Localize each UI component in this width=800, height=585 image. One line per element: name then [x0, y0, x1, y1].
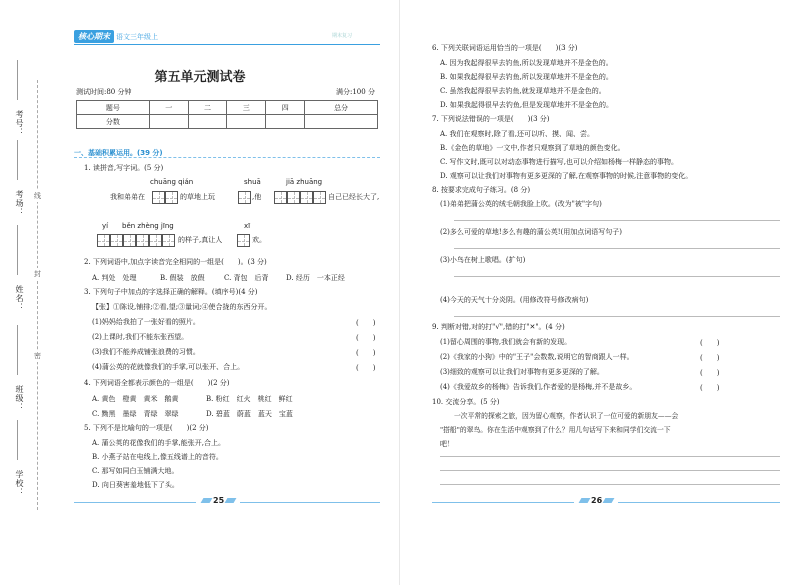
q10-stem: 10. 交流分享。(5 分) [432, 398, 500, 406]
q7-option[interactable]: D. 观察可以让我们对事物有更多更深的了解,在观察事物的时候,注意事物的变化。 [440, 172, 693, 180]
q9-item: (4)《我爱故乡的杨梅》告诉我们,作者爱的是杨梅,并不是故乡。 [440, 383, 637, 391]
writing-box[interactable] [237, 234, 250, 247]
q9-item: (2)《我家的小狗》中的"王子"会数数,说明它的智商跟人一样。 [440, 353, 634, 361]
q3-item: (4)蒲公英的花就像我们的手掌,可以张开、合上。 [92, 363, 245, 371]
score-table-header-cell: 二 [188, 101, 227, 115]
brand-logo: 核心期末 [74, 30, 114, 43]
q4-option[interactable]: C. 黝黑 墨绿 青绿 翠绿 [92, 410, 179, 418]
score-cell[interactable] [227, 115, 266, 129]
brand [74, 30, 158, 44]
q1-text-1: 我和弟弟在 [110, 193, 145, 201]
writing-box[interactable] [123, 234, 136, 247]
writing-box[interactable] [238, 191, 251, 204]
score-table-header-cell: 题号 [77, 101, 150, 115]
q4-option[interactable]: B. 粉红 红火 桃红 鲜红 [206, 395, 293, 403]
q5-stem: 5. 下列不是比喻句的一项是( )(2 分) [84, 424, 209, 432]
footer-rule [432, 502, 574, 503]
cut-char-mi: 密 [34, 352, 41, 360]
section-divider [74, 157, 380, 158]
writing-box[interactable] [165, 191, 178, 204]
q10-prompt-line: 一次平常的探索之旅，因为留心观察，作者认识了一位可爱的新朋友——会 [454, 412, 679, 420]
writing-box[interactable] [110, 234, 123, 247]
q1-text-4: 自己已经长大了, [328, 193, 380, 201]
answer-paren[interactable]: ( ) [356, 319, 376, 327]
q9-item: (1)留心周围的事物,我们就会有新的发现。 [440, 338, 572, 346]
writing-box[interactable] [287, 191, 300, 204]
writing-box[interactable] [313, 191, 326, 204]
answer-line[interactable] [440, 470, 780, 471]
answer-line[interactable] [440, 456, 780, 457]
answer-paren[interactable]: ( ) [700, 369, 720, 377]
score-table-header-cell: 三 [227, 101, 266, 115]
q1-pinyin: běn zhèng jīng [122, 222, 174, 230]
score-cell[interactable] [266, 115, 305, 129]
student-name-label: 姓名： [15, 285, 24, 312]
q9-item: (3)细致的观察可以让我们对事物有更多更深的了解。 [440, 368, 604, 376]
page-number-left [200, 496, 237, 505]
q2-option[interactable]: D. 经历 一本正经 [286, 274, 345, 282]
q6-option[interactable]: D. 如果我起得很早去钓鱼,但是发现草地并不是金色的。 [440, 101, 614, 109]
exam-full-score: 满分:100 分 [336, 88, 375, 96]
cut-line [37, 80, 38, 510]
score-table-header-cell: 四 [266, 101, 305, 115]
q3-definition: 【张】①陈设,铺排;②看,望;③量词;④使合拢的东西分开。 [92, 303, 272, 311]
q6-stem: 6. 下列关联词语运用恰当的一项是( )(3 分) [432, 44, 578, 52]
score-table-header-row [77, 101, 378, 115]
q7-option[interactable]: C. 写作文时,既可以对动态事物进行描写,也可以介绍如杨梅一样静态的事物。 [440, 158, 679, 166]
header-rule [74, 44, 380, 45]
header-tag: 期末复习 [332, 33, 353, 39]
answer-line[interactable] [454, 248, 780, 249]
school-label: 学校： [15, 470, 24, 497]
q7-option[interactable]: A. 我们在观察时,除了看,还可以听、摸、闻、尝。 [440, 130, 594, 138]
answer-line[interactable] [454, 276, 780, 277]
answer-paren[interactable]: ( ) [700, 384, 720, 392]
q3-item: (3)我们不能养成铺张浪费的习惯。 [92, 348, 200, 356]
score-cell[interactable] [149, 115, 188, 129]
answer-line[interactable] [454, 220, 780, 221]
brand-grade: 语文三年级上 [116, 33, 158, 41]
score-table-row-label: 分数 [77, 115, 150, 129]
score-cell[interactable] [305, 115, 378, 129]
footer-rule [74, 502, 196, 503]
seat-no-label: 考场： [15, 190, 24, 217]
q5-option[interactable]: C. 那写如同白玉铺满大地。 [92, 467, 179, 475]
answer-line[interactable] [454, 316, 780, 317]
exam-no-label: 考号： [15, 110, 24, 137]
q6-option[interactable]: C. 虽然我起得很早去钓鱼,就发现草地并不是金色的。 [440, 87, 606, 95]
score-table-score-row [77, 115, 378, 129]
answer-paren[interactable]: ( ) [356, 334, 376, 342]
q1-pinyin: xī [244, 222, 251, 230]
q7-stem: 7. 下列说法错误的一项是( )(3 分) [432, 115, 550, 123]
q8-item: (1)弟弟把蒲公英的绒毛朝我脸上吹。(改为"被"字句) [440, 200, 602, 208]
cut-char-feng: 封 [34, 270, 41, 278]
q1-pinyin: chuāng qián [150, 178, 194, 186]
q3-stem: 3. 下列句子中加点的字选择正确的解释。(填序号)(4 分) [84, 288, 258, 296]
q3-item: (2)上课时,我们不能东张西望。 [92, 333, 189, 341]
q7-option[interactable]: B.《金色的草地》一文中,作者只观察到了草地的颜色变化。 [440, 144, 625, 152]
score-table [76, 100, 378, 129]
q4-option[interactable]: D. 碧蓝 蔚蓝 蓝天 宝蓝 [206, 410, 293, 418]
q5-option[interactable]: B. 小燕子站在电线上,像五线谱上的音符。 [92, 453, 223, 461]
right-page [400, 0, 800, 585]
q8-item: (2)多么可爱的草地!多么有趣的蒲公英!(用加点词语写句子) [440, 228, 623, 236]
section-heading: 一、基础积累运用。(39 分) [74, 149, 163, 157]
q3-item: (1)妈妈给我拍了一张好看的照片。 [92, 318, 200, 326]
cut-char-xian: 线 [34, 192, 41, 200]
page-number-text: 25 [213, 496, 225, 505]
exam-time: 测试时间:80 分钟 [76, 88, 132, 96]
q10-prompt-line: "搭船"的翠鸟。你在生活中观察到了什么？用几句话写下来和同学们交流一下 [440, 426, 671, 434]
writing-box[interactable] [162, 234, 175, 247]
q8-item: (3)小鸟在树上歌唱。(扩句) [440, 256, 526, 264]
q5-option[interactable]: D. 向日葵害羞地低下了头。 [92, 481, 179, 489]
q1-stem: 1. 读拼音,写字词。(5 分) [84, 164, 164, 172]
q9-stem: 9. 判断对错,对的打"√",错的打"✕"。(4 分) [432, 323, 565, 331]
q2-option[interactable]: A. 判处 处理 [92, 274, 137, 282]
answer-paren[interactable]: ( ) [700, 339, 720, 347]
answer-paren[interactable]: ( ) [700, 354, 720, 362]
q8-stem: 8. 按要求完成句子练习。(8 分) [432, 186, 531, 194]
score-table-header-cell: 总分 [305, 101, 378, 115]
student-name-line [17, 225, 18, 275]
q8-item: (4)今天的天气十分炎阴。(用修改符号修改病句) [440, 296, 589, 304]
q6-option[interactable]: B. 如果我起得很早去钓鱼,所以发现草地并不是金色的。 [440, 73, 613, 81]
q1-pinyin: jiā zhuāng [286, 178, 323, 186]
q2-option[interactable]: B. 假装 放假 [160, 274, 205, 282]
footer-rule [240, 502, 380, 503]
answer-paren[interactable]: ( ) [356, 364, 376, 372]
footer-rule [618, 502, 780, 503]
answer-line[interactable] [440, 484, 780, 485]
writing-box[interactable] [136, 234, 149, 247]
q1-text-6: 欢。 [252, 236, 266, 244]
q1-text-5: 的样子,真让人 [178, 236, 223, 244]
writing-box[interactable] [274, 191, 287, 204]
q1-pinyin: shuā [244, 178, 261, 186]
score-table-header-cell: 一 [149, 101, 188, 115]
page-number-text: 26 [591, 496, 603, 505]
q4-stem: 4. 下列词语全都表示颜色的一组是( )(2 分) [84, 379, 230, 387]
page-number-right [578, 496, 615, 505]
q4-option[interactable]: A. 黄色 橙黄 黄米 鹅黄 [92, 395, 179, 403]
writing-box[interactable] [97, 234, 110, 247]
writing-box[interactable] [152, 191, 165, 204]
school-line [17, 420, 18, 460]
q1-text-3: ,他 [252, 193, 262, 201]
writing-box[interactable] [149, 234, 162, 247]
class-name-label: 班级： [15, 385, 24, 412]
answer-paren[interactable]: ( ) [356, 349, 376, 357]
q1-pinyin: yí [102, 222, 109, 230]
q5-option[interactable]: A. 蒲公英的花像我们的手掌,能张开,合上。 [92, 439, 225, 447]
seat-no-line [17, 140, 18, 180]
writing-box[interactable] [300, 191, 313, 204]
class-name-line [17, 325, 18, 375]
page-title: 第五单元测试卷 [154, 70, 246, 85]
q1-text-2: 的草地上玩 [180, 193, 215, 201]
score-cell[interactable] [188, 115, 227, 129]
q2-stem: 2. 下列词语中,加点字读音完全相同的一组是( )。(3 分) [84, 258, 267, 266]
q2-option[interactable]: C. 背包 后背 [224, 274, 269, 282]
q6-option[interactable]: A. 因为我起得很早去钓鱼,所以发现草地并不是金色的。 [440, 59, 613, 67]
q10-prompt-line: 吧！ [440, 440, 454, 448]
